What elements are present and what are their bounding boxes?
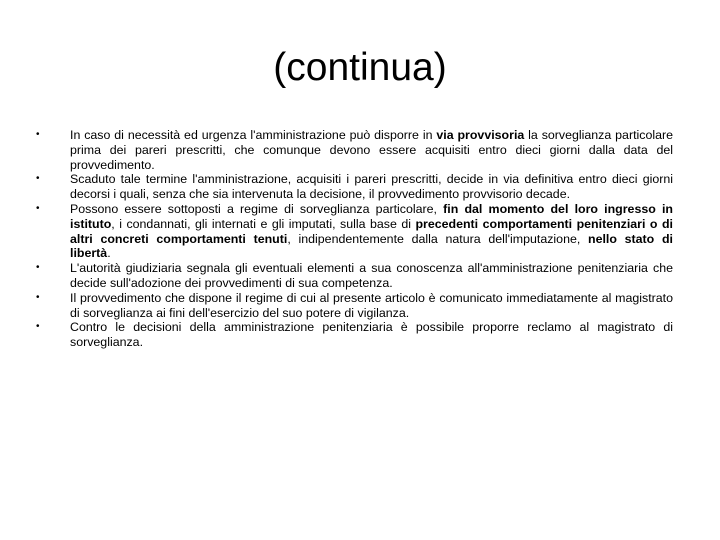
text-segment-bold: nello stato di libertà [70,231,673,261]
bullet-dot-icon: • [36,202,40,214]
bullet-text [70,128,673,172]
bullet-dot-icon: • [36,321,40,333]
bullet-text [70,320,673,350]
bullet-text [70,261,673,291]
bullet-list [36,128,673,350]
text-segment: , i condannati, gli internati e gli imputati, sulla base di [111,216,416,231]
bullet-text [70,172,673,202]
bullet-dot-icon: • [36,262,40,274]
text-segment: la sorveglianza particolare prima dei pareri prescritti, che comunque devono essere acquisiti entro dieci giorni dalla data del provvedimento. [70,128,674,172]
bullet-dot-icon: • [36,173,40,185]
bullet-dot-icon: • [36,291,40,303]
slide-title: (continua) [273,46,447,89]
text-segment-bold: precedenti comportamenti penitenziari o di altri concreti comportamenti tenuti [70,216,673,246]
bullet-item [36,128,673,172]
text-segment: Possono essere sottoposti a regime di sorveglianza particolare, [70,201,444,216]
text-segment: Il provvedimento che dispone il regime di cui al presente articolo è comunicato immediatamente al magistrato di sorveglianza ai fini dell'esercizio del suo potere di vigilanza. [70,290,673,320]
bullet-dot-icon: • [36,129,40,140]
text-segment-bold: fin dal momento del loro ingresso in istituto [70,201,673,231]
text-segment: In caso di necessità ed urgenza l'amministrazione può disporre in [70,128,437,142]
bullet-item [36,291,673,321]
bullet-item [36,202,673,261]
text-segment: Scaduto tale termine l'amministrazione, acquisiti i pareri prescritti, decide in via definitiva entro dieci giorni decorsi i quali, senza che sia intervenuta la decisione, il provvedimento provvisorio decade. [70,172,673,202]
bullet-text [70,202,673,261]
text-segment-bold: via provvisoria [436,128,525,142]
bullet-item [36,172,673,202]
text-segment: L'autorità giudiziaria segnala gli eventuali elementi a sua conoscenza all'amministrazione penitenziaria che decide sull'adozione dei provvedimenti di sua competenza. [70,261,673,290]
bullet-text [70,291,673,321]
bullet-item [36,261,673,291]
text-segment: , indipendentemente dalla natura dell'imputazione, [287,231,589,246]
bullet-item [36,320,673,350]
text-segment: . [107,246,111,261]
text-segment: Contro le decisioni della amministrazione penitenziaria è possibile proporre reclamo al magistrato di sorveglianza. [70,320,673,350]
